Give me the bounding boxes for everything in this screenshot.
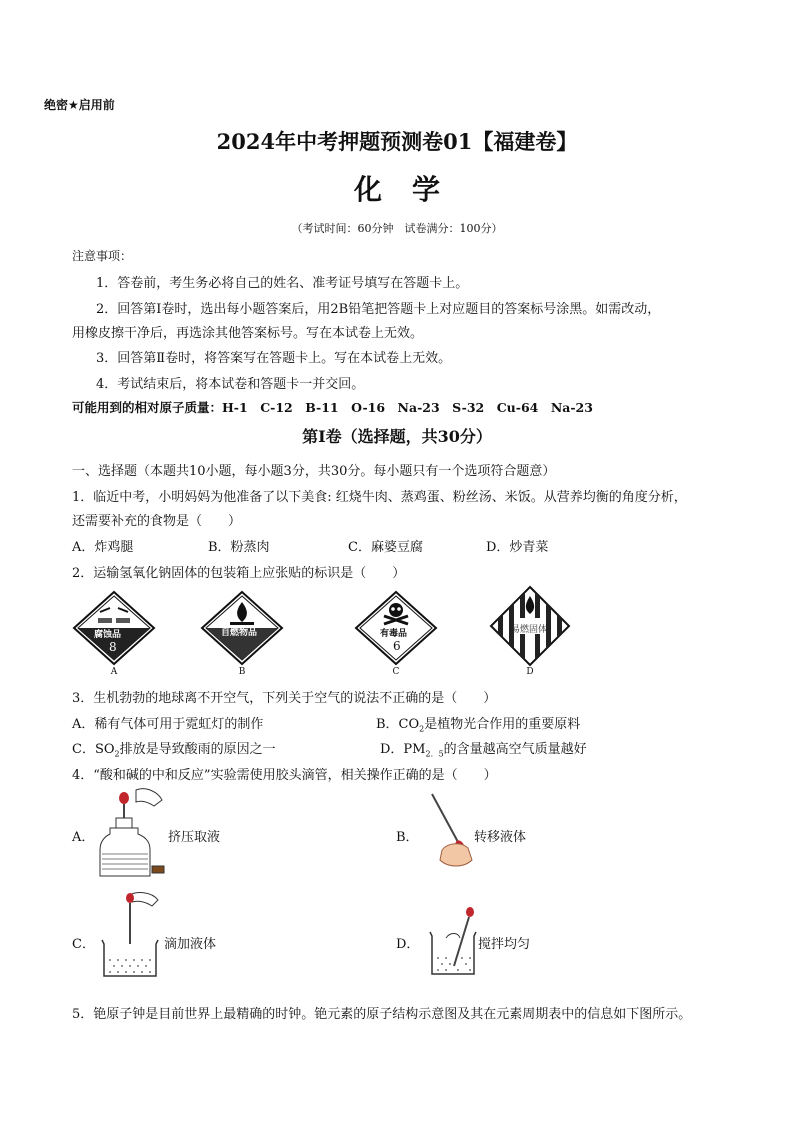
sign-c-number: 6 bbox=[393, 639, 401, 653]
bottle-dropper-icon bbox=[96, 784, 168, 880]
note-2-cont: 用橡皮擦干净后，再选涂其他答案标号。写在本试卷上无效。 bbox=[72, 326, 424, 341]
section-description: 一、选择题（本题共10小题，每小题3分，共30分。每小题只有一个选项符合题意） bbox=[72, 464, 556, 479]
sign-d-text: 易燃固体 bbox=[511, 625, 548, 635]
q4-option-d-text: 搅拌均匀 bbox=[478, 937, 531, 952]
note-4: 4．考试结束后，将本试卷和答题卡一并交回。 bbox=[96, 377, 365, 392]
q3-option-a: A．稀有气体可用于霓虹灯的制作 bbox=[72, 717, 264, 732]
sign-b-text: 自燃物品 bbox=[221, 628, 258, 638]
note-1: 1．答卷前，考生务必将自己的姓名、准考证号填写在答题卡上。 bbox=[96, 276, 469, 291]
q4-option-c-label: C． bbox=[72, 937, 95, 952]
sign-a-text: 腐蚀品 bbox=[94, 630, 122, 640]
sign-c-text: 有毒品 bbox=[380, 629, 408, 639]
q4-option-b-text: 转移液体 bbox=[474, 830, 527, 845]
q1-stem-cont: 还需要补充的食物是（ ） bbox=[72, 514, 242, 529]
q3-option-d: D．$PM_{2.5}$的含量越高空气质量越好 bbox=[380, 742, 587, 759]
q4-stem: 4．“酸和碱的中和反应”实验需使用胶头滴管，相关操作正确的是（ ） bbox=[72, 768, 497, 783]
q1-option-b: B．粉蒸肉 bbox=[208, 540, 270, 555]
dropper-transfer-icon bbox=[428, 790, 476, 872]
subject-title: 化学 bbox=[353, 173, 470, 206]
beaker-stir-icon bbox=[428, 904, 478, 976]
confidential-mark: 绝密★启用前 bbox=[44, 98, 115, 112]
note-3: 3．回答第Ⅱ卷时，将答案写在答题卡上。写在本试卷上无效。 bbox=[96, 351, 452, 366]
sign-b-label: B bbox=[238, 667, 246, 677]
q3-option-c: C．$SO_2$排放是导致酸雨的原因之一 bbox=[72, 742, 276, 759]
q4-option-c-text: 滴加液体 bbox=[164, 937, 217, 952]
exam-meta: （考试时间：60分钟 试卷满分：100分） bbox=[291, 222, 503, 235]
q4-option-b-label: B． bbox=[396, 830, 419, 845]
beaker-drip-icon bbox=[98, 888, 172, 978]
atomic-masses: 可能用到的相对原子质量：H-1 C-12 B-11 O-16 Na-23 S-32 Cu-64 Na-23 bbox=[72, 400, 593, 415]
q1-option-a: A．炸鸡腿 bbox=[72, 540, 134, 555]
q4-option-a-label: A． bbox=[72, 830, 95, 845]
section-title: 第Ⅰ卷（选择题，共30分） bbox=[302, 427, 492, 446]
q3-option-b: B．$CO_2$是植物光合作用的重要原料 bbox=[376, 717, 581, 734]
sign-a-number: 8 bbox=[109, 640, 117, 654]
q2-stem: 2．运输氢氧化钠固体的包装箱上应张贴的标识是（ ） bbox=[72, 566, 406, 581]
exam-title: 2024年中考押题预测卷01【福建卷】 bbox=[216, 129, 578, 154]
q1-option-d: D．炒青菜 bbox=[486, 540, 549, 555]
q1-stem: 1．临近中考，小明妈妈为他准备了以下美食: 红烧牛肉、蒸鸡蛋、粉丝汤、米饭。从营养均衡的角度分析， bbox=[72, 490, 687, 505]
sign-c-label: C bbox=[392, 667, 400, 677]
q5-stem: 5．铯原子钟是目前世界上最精确的时钟。铯元素的原子结构示意图及其在元素周期表中的信息如下图所示。 bbox=[72, 1007, 692, 1022]
sign-a-label: A bbox=[110, 667, 118, 677]
notes-heading: 注意事项： bbox=[72, 249, 133, 263]
q3-stem: 3．生机勃勃的地球离不开空气，下列关于空气的说法不正确的是（ ） bbox=[72, 691, 497, 706]
q4-option-d-label: D． bbox=[396, 937, 420, 952]
note-2: 2．回答第Ⅰ卷时，选出每小题答案后，用2B铅笔把答题卡上对应题目的答案标号涂黑。如需改动， bbox=[96, 302, 661, 317]
q1-option-c: C．麻婆豆腐 bbox=[348, 540, 423, 555]
q4-option-a-text: 挤压取液 bbox=[168, 830, 221, 845]
sign-d-label: D bbox=[526, 667, 534, 677]
